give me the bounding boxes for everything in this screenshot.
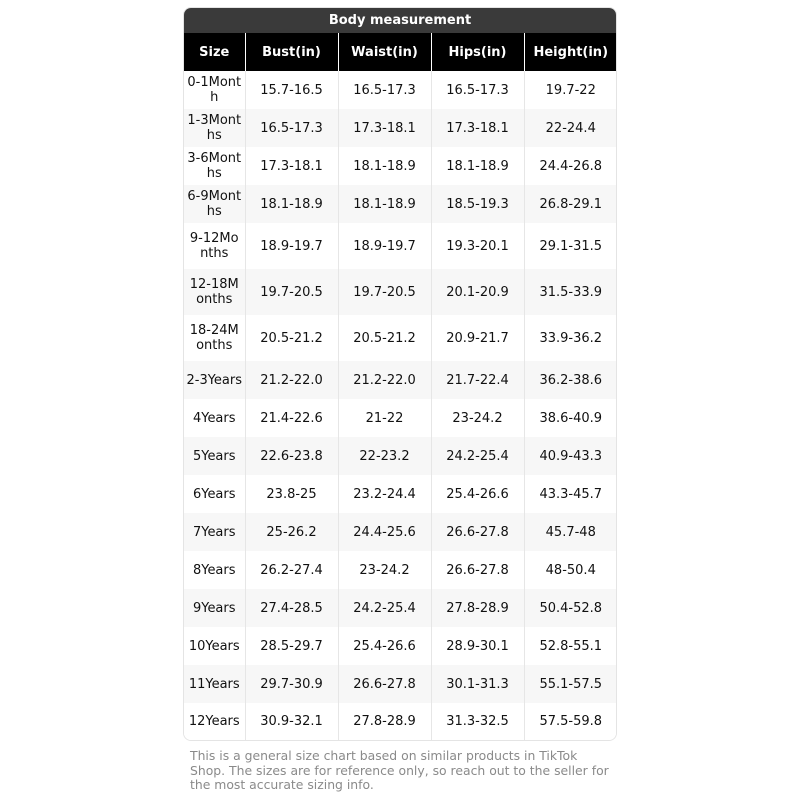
- size-cell: 3-6Months: [184, 147, 245, 185]
- size-cell: 12Years: [184, 703, 245, 740]
- height-cell: 45.7-48: [524, 513, 617, 551]
- size-cell: 5Years: [184, 437, 245, 475]
- size-cell: 1-3Months: [184, 109, 245, 147]
- table-row: [184, 269, 617, 315]
- height-cell: 29.1-31.5: [524, 223, 617, 269]
- height-cell: 48-50.4: [524, 551, 617, 589]
- height-cell: 24.4-26.8: [524, 147, 617, 185]
- waist-cell: 20.5-21.2: [338, 315, 431, 361]
- hips-cell: 16.5-17.3: [431, 71, 524, 109]
- bust-cell: 28.5-29.7: [245, 627, 338, 665]
- table-row: [184, 399, 617, 437]
- hips-cell: 26.6-27.8: [431, 551, 524, 589]
- size-cell: 12-18Months: [184, 269, 245, 315]
- hips-cell: 28.9-30.1: [431, 627, 524, 665]
- bust-cell: 27.4-28.5: [245, 589, 338, 627]
- size-cell: 18-24Months: [184, 315, 245, 361]
- hips-cell: 18.1-18.9: [431, 147, 524, 185]
- table-row: [184, 109, 617, 147]
- height-cell: 22-24.4: [524, 109, 617, 147]
- height-cell: 52.8-55.1: [524, 627, 617, 665]
- table-row: [184, 551, 617, 589]
- size-cell: 4Years: [184, 399, 245, 437]
- table-row: [184, 703, 617, 740]
- bust-cell: 25-26.2: [245, 513, 338, 551]
- size-table: [184, 33, 617, 740]
- waist-cell: 18.9-19.7: [338, 223, 431, 269]
- waist-cell: 16.5-17.3: [338, 71, 431, 109]
- bust-cell: 15.7-16.5: [245, 71, 338, 109]
- size-cell: 11Years: [184, 665, 245, 703]
- waist-cell: 18.1-18.9: [338, 185, 431, 223]
- chart-title: Body measurement: [184, 8, 616, 33]
- height-cell: 43.3-45.7: [524, 475, 617, 513]
- table-body: [184, 71, 617, 740]
- waist-cell: 24.2-25.4: [338, 589, 431, 627]
- bust-cell: 18.9-19.7: [245, 223, 338, 269]
- bust-cell: 26.2-27.4: [245, 551, 338, 589]
- waist-cell: 21-22: [338, 399, 431, 437]
- height-cell: 31.5-33.9: [524, 269, 617, 315]
- table-row: [184, 513, 617, 551]
- bust-cell: 29.7-30.9: [245, 665, 338, 703]
- waist-cell: 23-24.2: [338, 551, 431, 589]
- size-cell: 9-12Months: [184, 223, 245, 269]
- table-row: [184, 361, 617, 399]
- size-cell: 7Years: [184, 513, 245, 551]
- header-size: Size: [184, 33, 245, 71]
- bust-cell: 18.1-18.9: [245, 185, 338, 223]
- bust-cell: 16.5-17.3: [245, 109, 338, 147]
- waist-cell: 23.2-24.4: [338, 475, 431, 513]
- bust-cell: 30.9-32.1: [245, 703, 338, 740]
- table-row: [184, 627, 617, 665]
- hips-cell: 19.3-20.1: [431, 223, 524, 269]
- waist-cell: 25.4-26.6: [338, 627, 431, 665]
- hips-cell: 21.7-22.4: [431, 361, 524, 399]
- header-waist: Waist(in): [338, 33, 431, 71]
- table-row: [184, 147, 617, 185]
- bust-cell: 19.7-20.5: [245, 269, 338, 315]
- size-cell: 6Years: [184, 475, 245, 513]
- header-row: [184, 33, 617, 71]
- hips-cell: 24.2-25.4: [431, 437, 524, 475]
- height-cell: 55.1-57.5: [524, 665, 617, 703]
- bust-cell: 20.5-21.2: [245, 315, 338, 361]
- height-cell: 26.8-29.1: [524, 185, 617, 223]
- hips-cell: 17.3-18.1: [431, 109, 524, 147]
- bust-cell: 21.4-22.6: [245, 399, 338, 437]
- hips-cell: 25.4-26.6: [431, 475, 524, 513]
- bust-cell: 23.8-25: [245, 475, 338, 513]
- waist-cell: 18.1-18.9: [338, 147, 431, 185]
- waist-cell: 24.4-25.6: [338, 513, 431, 551]
- header-hips: Hips(in): [431, 33, 524, 71]
- height-cell: 19.7-22: [524, 71, 617, 109]
- size-cell: 0-1Month: [184, 71, 245, 109]
- table-row: [184, 185, 617, 223]
- header-bust: Bust(in): [245, 33, 338, 71]
- height-cell: 33.9-36.2: [524, 315, 617, 361]
- hips-cell: 30.1-31.3: [431, 665, 524, 703]
- hips-cell: 23-24.2: [431, 399, 524, 437]
- size-cell: 2-3Years: [184, 361, 245, 399]
- waist-cell: 17.3-18.1: [338, 109, 431, 147]
- height-cell: 50.4-52.8: [524, 589, 617, 627]
- table-row: [184, 315, 617, 361]
- height-cell: 57.5-59.8: [524, 703, 617, 740]
- size-cell: 9Years: [184, 589, 245, 627]
- height-cell: 40.9-43.3: [524, 437, 617, 475]
- table-row: [184, 475, 617, 513]
- size-cell: 10Years: [184, 627, 245, 665]
- height-cell: 38.6-40.9: [524, 399, 617, 437]
- waist-cell: 21.2-22.0: [338, 361, 431, 399]
- waist-cell: 27.8-28.9: [338, 703, 431, 740]
- bust-cell: 22.6-23.8: [245, 437, 338, 475]
- size-cell: 8Years: [184, 551, 245, 589]
- hips-cell: 20.9-21.7: [431, 315, 524, 361]
- table-row: [184, 71, 617, 109]
- hips-cell: 20.1-20.9: [431, 269, 524, 315]
- table-row: [184, 589, 617, 627]
- bust-cell: 21.2-22.0: [245, 361, 338, 399]
- hips-cell: 31.3-32.5: [431, 703, 524, 740]
- waist-cell: 26.6-27.8: [338, 665, 431, 703]
- hips-cell: 27.8-28.9: [431, 589, 524, 627]
- header-height: Height(in): [524, 33, 617, 71]
- size-cell: 6-9Months: [184, 185, 245, 223]
- size-chart-container: [183, 7, 617, 793]
- table-row: [184, 665, 617, 703]
- hips-cell: 18.5-19.3: [431, 185, 524, 223]
- height-cell: 36.2-38.6: [524, 361, 617, 399]
- size-disclaimer: This is a general size chart based on similar products in TikTok Shop. The sizes are for reference only, so reach out to the seller for the most accurate sizing info.: [190, 748, 609, 792]
- bust-cell: 17.3-18.1: [245, 147, 338, 185]
- waist-cell: 19.7-20.5: [338, 269, 431, 315]
- table-row: [184, 223, 617, 269]
- table-row: [184, 437, 617, 475]
- table-header: [184, 33, 617, 71]
- waist-cell: 22-23.2: [338, 437, 431, 475]
- hips-cell: 26.6-27.8: [431, 513, 524, 551]
- size-chart-card: [183, 7, 617, 741]
